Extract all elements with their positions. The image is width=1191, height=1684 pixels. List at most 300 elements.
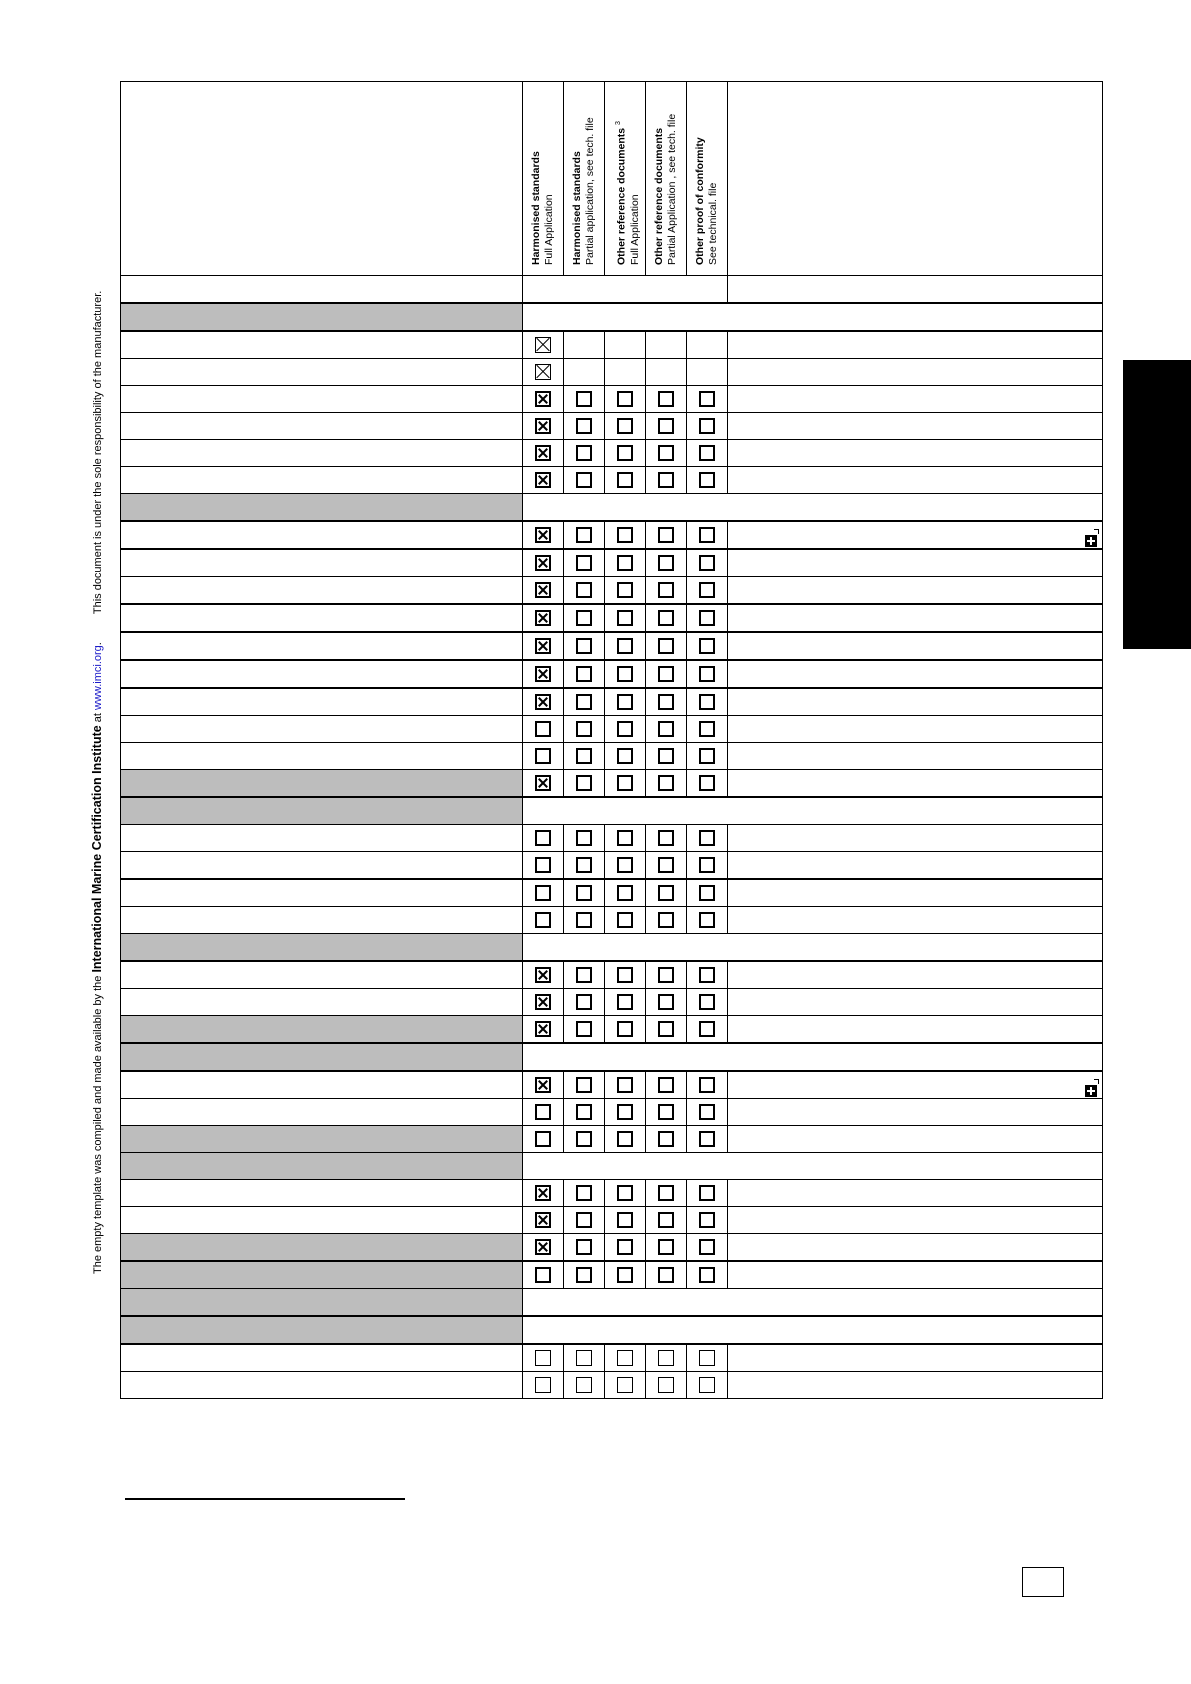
comments-cell xyxy=(728,1344,1103,1372)
checkbox[interactable] xyxy=(535,721,551,737)
requirement-cell xyxy=(121,1099,523,1126)
checkbox[interactable] xyxy=(658,994,674,1010)
checkbox[interactable] xyxy=(617,1104,633,1120)
checkbox[interactable] xyxy=(535,555,551,571)
checkbox-cell xyxy=(646,825,687,852)
checkbox-cell xyxy=(646,1071,687,1099)
comments-cell xyxy=(728,1372,1103,1399)
checkbox[interactable] xyxy=(699,527,715,543)
checkbox-cell xyxy=(523,632,564,660)
checkbox[interactable] xyxy=(617,391,633,407)
checkbox[interactable] xyxy=(535,775,551,791)
checkbox-cell xyxy=(523,852,564,880)
checkbox[interactable] xyxy=(535,912,551,928)
checkbox[interactable] xyxy=(617,1267,633,1283)
checkbox[interactable] xyxy=(699,721,715,737)
checkbox[interactable] xyxy=(699,1131,715,1147)
checkbox-cell xyxy=(564,386,605,413)
checkbox[interactable] xyxy=(658,775,674,791)
checkbox[interactable] xyxy=(535,666,551,682)
checkbox[interactable] xyxy=(658,721,674,737)
table-row xyxy=(121,989,1103,1016)
checkbox[interactable] xyxy=(617,994,633,1010)
header-requirement-cell xyxy=(121,82,523,276)
plus-icon[interactable] xyxy=(1085,1085,1097,1097)
checkbox[interactable] xyxy=(576,638,592,654)
checkbox-cell xyxy=(687,688,728,716)
checkbox[interactable] xyxy=(535,885,551,901)
section-row xyxy=(121,1289,1103,1317)
standards-cell xyxy=(523,494,1103,522)
requirement-cell xyxy=(121,577,523,605)
checkbox[interactable] xyxy=(576,555,592,571)
empty-cell xyxy=(564,331,605,359)
checkbox[interactable] xyxy=(699,1377,715,1393)
comments-cell xyxy=(728,1126,1103,1153)
checkbox[interactable] xyxy=(699,994,715,1010)
checkbox[interactable] xyxy=(535,1077,551,1093)
checkbox[interactable] xyxy=(576,472,592,488)
empty-cell xyxy=(646,331,687,359)
checkbox[interactable] xyxy=(699,555,715,571)
checkbox-cell xyxy=(646,716,687,743)
checkbox-cell xyxy=(605,660,646,688)
checkbox[interactable] xyxy=(576,527,592,543)
checkbox[interactable] xyxy=(658,1077,674,1093)
column-title: Other reference documents xyxy=(653,127,665,265)
checkbox[interactable] xyxy=(658,1185,674,1201)
checkbox-cell xyxy=(564,521,605,549)
checkbox[interactable] xyxy=(535,582,551,598)
checkbox[interactable] xyxy=(699,885,715,901)
checkbox[interactable] xyxy=(658,1104,674,1120)
checkbox[interactable] xyxy=(535,1212,551,1228)
checkbox[interactable] xyxy=(617,555,633,571)
checkbox[interactable] xyxy=(658,610,674,626)
checkbox-cell xyxy=(564,549,605,577)
empty-cell xyxy=(564,359,605,386)
checkbox[interactable] xyxy=(658,445,674,461)
checkbox-cell xyxy=(564,770,605,798)
checkbox[interactable] xyxy=(699,418,715,434)
column-title: Other proof of conformity xyxy=(694,137,706,265)
checkbox-cell xyxy=(646,743,687,770)
checkbox-cell xyxy=(605,743,646,770)
comments-cell xyxy=(728,440,1103,467)
checkbox-cell xyxy=(523,549,564,577)
website-link[interactable]: www.imci.org xyxy=(92,645,104,710)
checkbox-cell xyxy=(605,688,646,716)
checkbox[interactable] xyxy=(658,527,674,543)
checkbox[interactable] xyxy=(658,1021,674,1037)
checkbox[interactable] xyxy=(658,912,674,928)
checkbox-cell xyxy=(605,1099,646,1126)
checkbox[interactable] xyxy=(535,638,551,654)
checkbox[interactable] xyxy=(699,857,715,873)
checkbox-cell xyxy=(523,743,564,770)
checkbox-cell xyxy=(605,1071,646,1099)
comments-cell xyxy=(728,1099,1103,1126)
checkbox-cell xyxy=(646,604,687,632)
requirement-cell xyxy=(121,494,523,522)
checkbox[interactable] xyxy=(576,830,592,846)
column-subtitle: Partial Application , see tech. file xyxy=(666,113,678,265)
checkbox[interactable] xyxy=(535,418,551,434)
checkbox[interactable] xyxy=(576,445,592,461)
comments-cell xyxy=(728,359,1103,386)
header-other-reference-partial xyxy=(646,82,687,276)
comments-cell xyxy=(728,660,1103,688)
checkbox[interactable] xyxy=(699,445,715,461)
checkbox[interactable] xyxy=(699,610,715,626)
checkbox[interactable] xyxy=(576,1077,592,1093)
checkbox[interactable] xyxy=(576,391,592,407)
checkbox[interactable] xyxy=(658,418,674,434)
checkbox[interactable] xyxy=(699,1185,715,1201)
checkbox[interactable] xyxy=(699,912,715,928)
checkbox-cell xyxy=(564,577,605,605)
checkbox-cell xyxy=(646,852,687,880)
checkbox[interactable] xyxy=(576,857,592,873)
checkbox[interactable] xyxy=(535,1267,551,1283)
checkbox[interactable] xyxy=(617,666,633,682)
comments-cell xyxy=(728,1207,1103,1234)
checkbox[interactable] xyxy=(617,527,633,543)
checkbox[interactable] xyxy=(658,1350,674,1366)
checkbox-cell xyxy=(523,1234,564,1262)
comments-cell xyxy=(728,907,1103,934)
checkbox[interactable] xyxy=(535,527,551,543)
requirement-cell xyxy=(121,1126,523,1153)
requirement-cell xyxy=(121,467,523,494)
checkbox[interactable] xyxy=(576,1131,592,1147)
standards-cell xyxy=(523,359,564,386)
checkbox[interactable] xyxy=(699,830,715,846)
checkbox[interactable] xyxy=(576,748,592,764)
requirement-cell xyxy=(121,1344,523,1372)
checkbox[interactable] xyxy=(576,967,592,983)
checkbox[interactable] xyxy=(658,1212,674,1228)
checkbox-cell xyxy=(564,660,605,688)
checkbox[interactable] xyxy=(576,666,592,682)
checkbox[interactable] xyxy=(535,445,551,461)
checkbox-cell xyxy=(605,1261,646,1289)
checkbox[interactable] xyxy=(535,830,551,846)
checkbox[interactable] xyxy=(576,1212,592,1228)
checkbox-cell xyxy=(523,989,564,1016)
requirement-cell xyxy=(121,743,523,770)
requirement-cell xyxy=(121,440,523,467)
checkbox[interactable] xyxy=(699,1212,715,1228)
table-row xyxy=(121,961,1103,989)
checkbox[interactable] xyxy=(699,748,715,764)
checkbox[interactable] xyxy=(699,775,715,791)
comments-cell xyxy=(728,604,1103,632)
checkbox-cell xyxy=(646,879,687,907)
checkbox-cell xyxy=(646,1261,687,1289)
standards-cell xyxy=(523,797,1103,825)
checkbox-cell xyxy=(646,549,687,577)
checkbox-cell xyxy=(605,1207,646,1234)
checkbox[interactable] xyxy=(576,582,592,598)
checkbox[interactable] xyxy=(699,1267,715,1283)
requirement-cell xyxy=(121,907,523,934)
comments-cell xyxy=(728,961,1103,989)
checkbox[interactable] xyxy=(576,610,592,626)
checkbox[interactable] xyxy=(535,391,551,407)
side-note-prefix: The empty template was compiled and made available by the xyxy=(92,972,104,1274)
comments-cell xyxy=(728,577,1103,605)
checkbox-cell xyxy=(687,549,728,577)
checkbox[interactable] xyxy=(535,967,551,983)
checkbox[interactable] xyxy=(535,1239,551,1255)
checkbox-cell xyxy=(564,907,605,934)
checkbox-cell xyxy=(564,632,605,660)
checkbox-cell xyxy=(687,1344,728,1372)
checkbox-cell xyxy=(523,825,564,852)
checkbox[interactable] xyxy=(576,912,592,928)
header-other-proof xyxy=(687,82,728,276)
checkbox-cell xyxy=(646,770,687,798)
checkbox[interactable] xyxy=(658,748,674,764)
checkbox[interactable] xyxy=(576,694,592,710)
checkbox[interactable] xyxy=(699,1104,715,1120)
checkbox[interactable] xyxy=(576,885,592,901)
checkbox-cell xyxy=(687,1071,728,1099)
tick-mark xyxy=(1094,1079,1099,1084)
empty-cell xyxy=(646,359,687,386)
checkbox[interactable] xyxy=(617,748,633,764)
tick-mark xyxy=(1094,529,1099,534)
checkbox[interactable] xyxy=(535,1104,551,1120)
checkbox-cell xyxy=(605,386,646,413)
standards-cell xyxy=(523,1316,1103,1344)
requirement-cell xyxy=(121,716,523,743)
checkbox[interactable] xyxy=(617,1021,633,1037)
checkbox[interactable] xyxy=(535,337,551,353)
requirement-cell xyxy=(121,1316,523,1344)
checkbox[interactable] xyxy=(658,638,674,654)
checkbox[interactable] xyxy=(658,830,674,846)
checkbox[interactable] xyxy=(576,721,592,737)
checkbox[interactable] xyxy=(658,885,674,901)
checkbox[interactable] xyxy=(658,1131,674,1147)
checkbox[interactable] xyxy=(658,1267,674,1283)
checkbox-cell xyxy=(564,879,605,907)
table-row xyxy=(121,521,1103,549)
checkbox[interactable] xyxy=(658,582,674,598)
checkbox[interactable] xyxy=(576,1377,592,1393)
table-row xyxy=(121,467,1103,494)
checkbox[interactable] xyxy=(535,1350,551,1366)
checkbox[interactable] xyxy=(617,1131,633,1147)
checkbox-cell xyxy=(646,632,687,660)
checkbox-cell xyxy=(605,716,646,743)
checkbox[interactable] xyxy=(699,1021,715,1037)
checkbox[interactable] xyxy=(617,418,633,434)
table-row xyxy=(121,386,1103,413)
checkbox[interactable] xyxy=(617,1185,633,1201)
table-row xyxy=(121,276,1103,304)
checkbox[interactable] xyxy=(658,666,674,682)
checkbox-cell xyxy=(564,716,605,743)
checkbox[interactable] xyxy=(658,555,674,571)
checkbox[interactable] xyxy=(617,857,633,873)
table-row xyxy=(121,770,1103,798)
checkbox-cell xyxy=(605,1344,646,1372)
table-row xyxy=(121,743,1103,770)
checkbox[interactable] xyxy=(617,967,633,983)
checkbox[interactable] xyxy=(699,582,715,598)
checkbox[interactable] xyxy=(658,694,674,710)
comments-cell xyxy=(728,467,1103,494)
checkbox[interactable] xyxy=(576,1104,592,1120)
checkbox[interactable] xyxy=(617,775,633,791)
standards-cell xyxy=(523,934,1103,962)
table-row xyxy=(121,549,1103,577)
checkbox[interactable] xyxy=(576,1239,592,1255)
conformity-table xyxy=(120,81,1103,1399)
requirement-cell xyxy=(121,1289,523,1317)
checkbox[interactable] xyxy=(617,721,633,737)
requirement-cell xyxy=(121,549,523,577)
checkbox[interactable] xyxy=(658,857,674,873)
checkbox[interactable] xyxy=(617,1377,633,1393)
checkbox[interactable] xyxy=(535,857,551,873)
table-row xyxy=(121,1016,1103,1044)
table-row xyxy=(121,1071,1103,1099)
checkbox-cell xyxy=(564,1126,605,1153)
checkbox[interactable] xyxy=(576,418,592,434)
checkbox[interactable] xyxy=(699,1239,715,1255)
checkbox-cell xyxy=(687,413,728,440)
checkbox[interactable] xyxy=(658,391,674,407)
checkbox-cell xyxy=(605,825,646,852)
comments-cell xyxy=(728,852,1103,880)
checkbox-cell xyxy=(564,1180,605,1207)
requirement-cell xyxy=(121,1071,523,1099)
section-row xyxy=(121,797,1103,825)
checkbox[interactable] xyxy=(535,1377,551,1393)
requirement-cell xyxy=(121,1043,523,1071)
table-header-row xyxy=(121,82,1103,276)
checkbox[interactable] xyxy=(576,1267,592,1283)
checkbox[interactable] xyxy=(617,1350,633,1366)
comments-cell xyxy=(728,825,1103,852)
checkbox[interactable] xyxy=(699,472,715,488)
checkbox[interactable] xyxy=(535,364,551,380)
checkbox[interactable] xyxy=(699,967,715,983)
checkbox[interactable] xyxy=(576,1350,592,1366)
checkbox[interactable] xyxy=(535,472,551,488)
checkbox[interactable] xyxy=(617,912,633,928)
checkbox-cell xyxy=(646,1180,687,1207)
table-row xyxy=(121,716,1103,743)
checkbox-cell xyxy=(564,852,605,880)
checkbox[interactable] xyxy=(617,472,633,488)
checkbox[interactable] xyxy=(658,472,674,488)
checkbox[interactable] xyxy=(617,885,633,901)
requirement-cell xyxy=(121,879,523,907)
plus-icon[interactable] xyxy=(1085,535,1097,547)
checkbox-cell xyxy=(523,1126,564,1153)
checkbox[interactable] xyxy=(617,830,633,846)
column-title: Harmonised standards xyxy=(571,151,583,265)
checkbox[interactable] xyxy=(617,638,633,654)
checkbox[interactable] xyxy=(699,1350,715,1366)
checkbox[interactable] xyxy=(658,1377,674,1393)
checkbox[interactable] xyxy=(617,1212,633,1228)
checkbox[interactable] xyxy=(535,694,551,710)
checkbox[interactable] xyxy=(617,1239,633,1255)
empty-cell xyxy=(605,359,646,386)
comments-cell xyxy=(728,413,1103,440)
checkbox[interactable] xyxy=(535,994,551,1010)
checkbox-cell xyxy=(605,907,646,934)
checkbox-cell xyxy=(687,852,728,880)
column-title: Other reference documents xyxy=(615,127,628,265)
checkbox[interactable] xyxy=(535,1131,551,1147)
checkbox-cell xyxy=(687,1099,728,1126)
checkbox[interactable] xyxy=(699,638,715,654)
checkbox[interactable] xyxy=(535,1021,551,1037)
requirement-cell xyxy=(121,770,523,798)
checkbox[interactable] xyxy=(535,748,551,764)
checkbox-cell xyxy=(646,467,687,494)
checkbox-cell xyxy=(605,852,646,880)
checkbox-cell xyxy=(605,1126,646,1153)
checkbox-cell xyxy=(605,413,646,440)
comments-cell xyxy=(728,331,1103,359)
checkbox[interactable] xyxy=(576,775,592,791)
checkbox[interactable] xyxy=(576,994,592,1010)
checkbox[interactable] xyxy=(617,445,633,461)
checkbox[interactable] xyxy=(617,694,633,710)
checkbox[interactable] xyxy=(699,666,715,682)
column-subtitle: Full Application xyxy=(543,194,555,265)
checkbox[interactable] xyxy=(576,1021,592,1037)
checkbox-cell xyxy=(605,604,646,632)
checkbox-cell xyxy=(523,1016,564,1044)
checkbox[interactable] xyxy=(699,1077,715,1093)
comments-cell xyxy=(728,632,1103,660)
checkbox[interactable] xyxy=(576,1185,592,1201)
requirement-cell xyxy=(121,632,523,660)
requirement-cell xyxy=(121,1180,523,1207)
checkbox[interactable] xyxy=(699,694,715,710)
standards-cell xyxy=(523,1043,1103,1071)
checkbox[interactable] xyxy=(535,1185,551,1201)
checkbox-cell xyxy=(687,440,728,467)
comments-cell xyxy=(728,879,1103,907)
checkbox[interactable] xyxy=(617,610,633,626)
checkbox-cell xyxy=(564,825,605,852)
standards-cell xyxy=(523,276,728,304)
checkbox-cell xyxy=(646,1372,687,1399)
checkbox[interactable] xyxy=(658,967,674,983)
checkbox-cell xyxy=(646,660,687,688)
table-row xyxy=(121,825,1103,852)
checkbox[interactable] xyxy=(617,582,633,598)
checkbox[interactable] xyxy=(617,1077,633,1093)
checkbox[interactable] xyxy=(658,1239,674,1255)
comments-cell xyxy=(728,1234,1103,1262)
checkbox-cell xyxy=(523,770,564,798)
checkbox[interactable] xyxy=(535,610,551,626)
checkbox[interactable] xyxy=(699,391,715,407)
requirement-cell xyxy=(121,797,523,825)
table-row xyxy=(121,1126,1103,1153)
